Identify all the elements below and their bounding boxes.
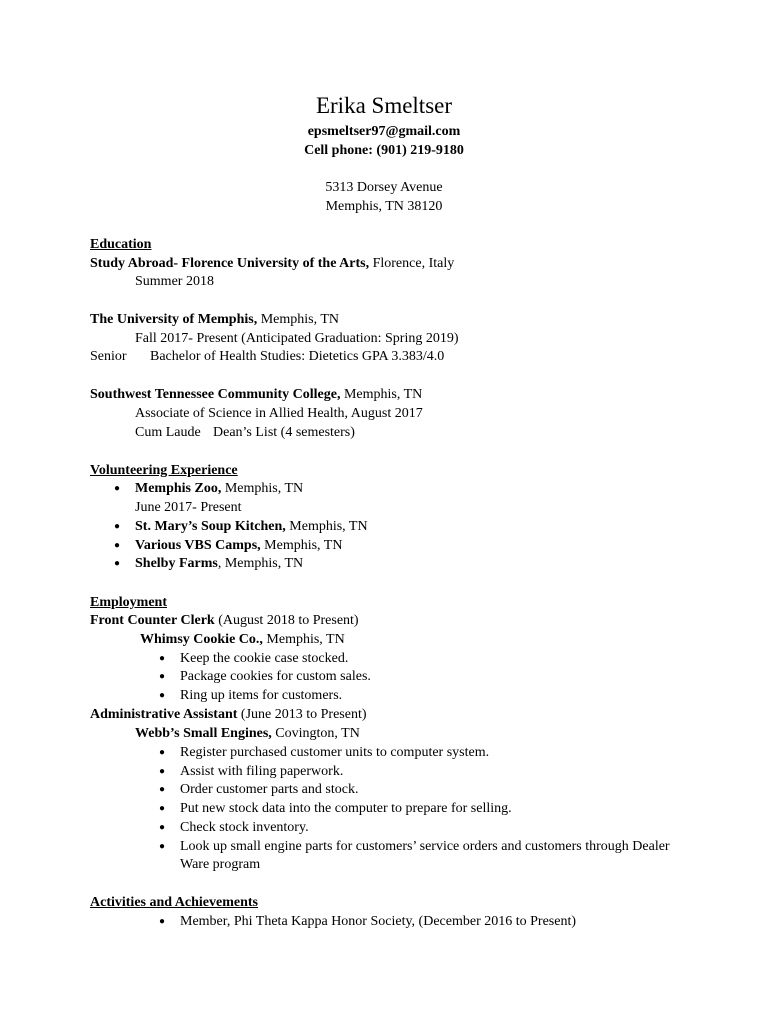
study-abroad-term: Summer 2018 xyxy=(135,274,214,289)
southwest-honor-deans-list: Dean’s List (4 semesters) xyxy=(213,425,355,440)
job-location: Memphis, TN xyxy=(262,632,345,647)
southwest-degree: Associate of Science in Allied Health, August 2017 xyxy=(135,406,423,421)
address-line-2: Memphis, TN 38120 xyxy=(325,199,443,214)
memphis-standing: Senior xyxy=(90,349,127,364)
volunteer-detail: June 2017- Present xyxy=(135,500,242,515)
address-line-1: 5313 Dorsey Avenue xyxy=(325,180,443,195)
volunteer-org: Various VBS Camps, xyxy=(135,538,261,553)
volunteering-heading: Volunteering Experience xyxy=(90,463,238,478)
volunteer-item xyxy=(135,537,342,556)
job-duty: Order customer parts and stock. xyxy=(180,782,359,797)
education-heading: Education xyxy=(90,237,152,252)
study-abroad-entry xyxy=(90,255,454,274)
bullet-icon: ● xyxy=(159,841,166,852)
job-title: Front Counter Clerk xyxy=(90,613,215,628)
job-company-line xyxy=(140,631,345,650)
job-title-line xyxy=(90,706,367,725)
email: epsmeltser97@gmail.com xyxy=(307,124,461,139)
volunteer-item xyxy=(135,480,303,499)
resume-name: Erika Smeltser xyxy=(315,93,453,118)
memphis-location: Memphis, TN xyxy=(257,312,340,327)
phone: Cell phone: (901) 219-9180 xyxy=(304,143,464,158)
job-duty: Keep the cookie case stocked. xyxy=(180,651,349,666)
job-duty: Ring up items for customers. xyxy=(180,688,343,703)
southwest-honor-cum-laude: Cum Laude xyxy=(135,425,201,440)
bullet-icon: ● xyxy=(159,784,166,795)
activity-item: Member, Phi Theta Kappa Honor Society, (December 2016 to Present) xyxy=(180,914,576,929)
bullet-icon: ● xyxy=(159,803,166,814)
bullet-icon: ● xyxy=(159,822,166,833)
job-dates: (June 2013 to Present) xyxy=(237,707,367,722)
job-location: Covington, TN xyxy=(271,726,360,741)
volunteer-location: Memphis, TN xyxy=(221,481,304,496)
job-company: Whimsy Cookie Co., xyxy=(140,632,263,647)
job-duty: Put new stock data into the computer to prepare for selling. xyxy=(180,801,512,816)
memphis-school: The University of Memphis, xyxy=(90,312,258,327)
job-duty: Package cookies for custom sales. xyxy=(180,669,371,684)
job-duty-continued: Ware program xyxy=(180,857,261,872)
volunteer-org: Shelby Farms xyxy=(135,556,218,571)
bullet-icon: ● xyxy=(159,747,166,758)
volunteer-item xyxy=(135,555,303,574)
job-title-line xyxy=(90,612,359,631)
volunteer-org: St. Mary’s Soup Kitchen, xyxy=(135,519,286,534)
bullet-icon: ● xyxy=(114,558,121,569)
job-dates: (August 2018 to Present) xyxy=(214,613,359,628)
job-company: Webb’s Small Engines, xyxy=(135,726,272,741)
memphis-degree: Bachelor of Health Studies: Dietetics GPA 3.383/4.0 xyxy=(150,349,445,364)
bullet-icon: ● xyxy=(114,540,121,551)
bullet-icon: ● xyxy=(159,653,166,664)
volunteer-location: Memphis, TN xyxy=(285,519,368,534)
volunteer-location: , Memphis, TN xyxy=(217,556,304,571)
southwest-school: Southwest Tennessee Community College, xyxy=(90,387,341,402)
job-duty: Check stock inventory. xyxy=(180,820,309,835)
activities-heading: Activities and Achievements xyxy=(90,895,258,910)
study-abroad-location: Florence, Italy xyxy=(369,256,455,271)
employment-heading: Employment xyxy=(90,595,167,610)
job-title: Administrative Assistant xyxy=(90,707,238,722)
job-duty: Look up small engine parts for customers’ service orders and customers through Dealer xyxy=(180,839,670,854)
southwest-location: Memphis, TN xyxy=(340,387,423,402)
southwest-entry xyxy=(90,386,422,405)
memphis-entry xyxy=(90,311,339,330)
volunteer-location: Memphis, TN xyxy=(260,538,343,553)
memphis-term: Fall 2017- Present (Anticipated Graduation: Spring 2019) xyxy=(135,331,459,346)
job-company-line xyxy=(135,725,360,744)
job-duty: Assist with filing paperwork. xyxy=(180,764,344,779)
bullet-icon: ● xyxy=(159,766,166,777)
volunteer-org: Memphis Zoo, xyxy=(135,481,222,496)
job-duty: Register purchased customer units to computer system. xyxy=(180,745,490,760)
volunteer-item xyxy=(135,518,368,537)
bullet-icon: ● xyxy=(159,690,166,701)
bullet-icon: ● xyxy=(159,671,166,682)
bullet-icon: ● xyxy=(159,916,166,927)
study-abroad-school: Study Abroad- Florence University of the Arts, xyxy=(90,256,370,271)
bullet-icon: ● xyxy=(114,483,121,494)
bullet-icon: ● xyxy=(114,521,121,532)
